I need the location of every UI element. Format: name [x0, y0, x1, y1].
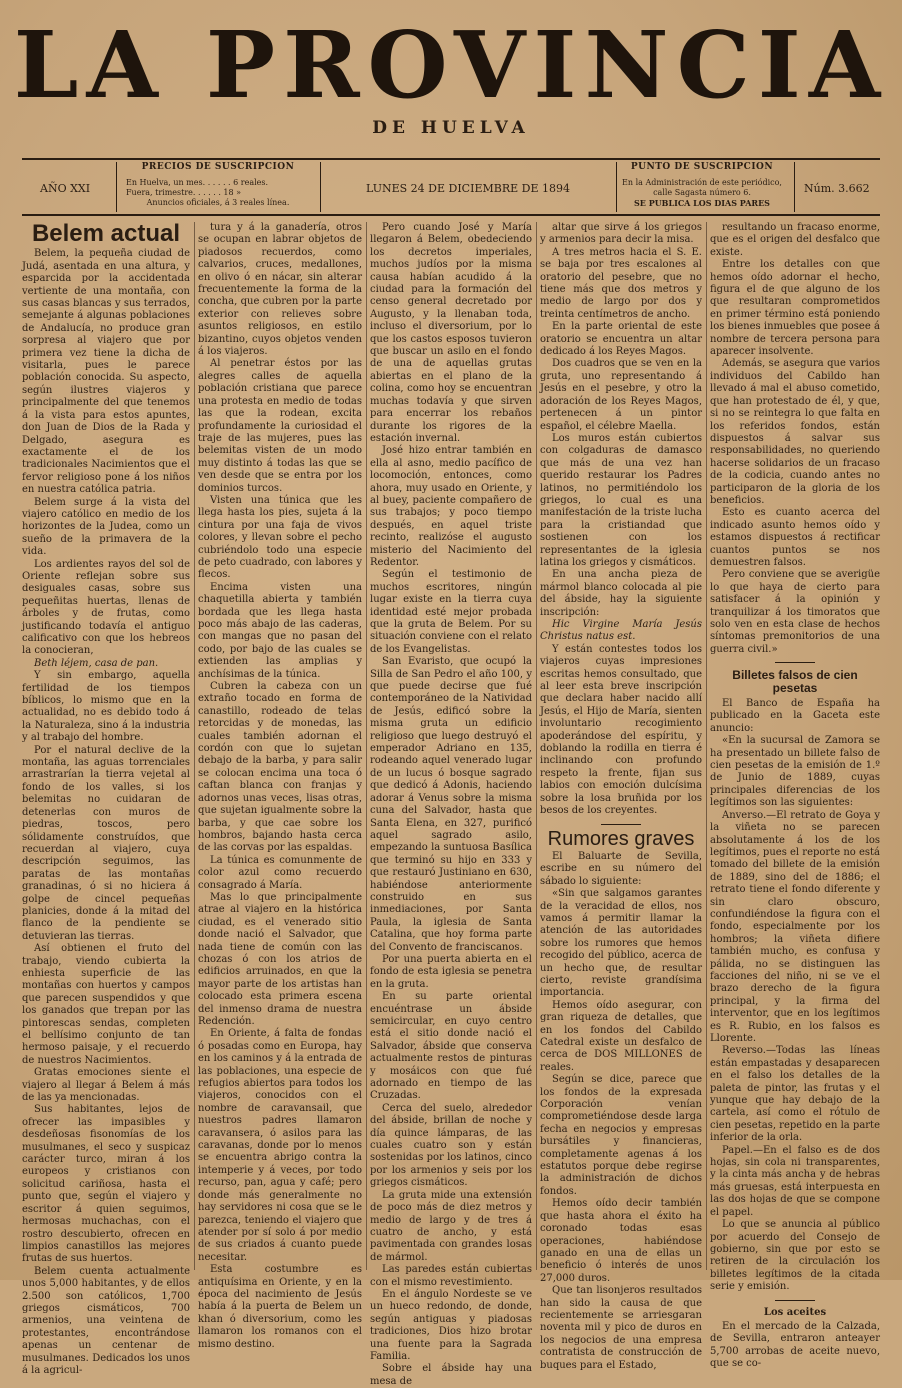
paragraph: Belem, la pequeña ciudad de Judá, asentada en una altura, y esparcida por la accidentada vertiente de una montaña, con sus casas blancas y sus terrados, semejante á algunas poblaciones de Andalucía, no produce gran sorpresa al viajero que por primera vez tiene la dicha de visitarla, pues le parece población conocida. Su aspecto, según ilustres viajeros y principalmente del que tenemos á la vista para estos apuntes, don Juan de Dios de la Rada y Delgado, asegura es exactamente el de los tradicionales Nacimientos que el fervor religioso pone á los niños en nuestra católica patria. [22, 248, 190, 496]
section-rule [601, 824, 641, 825]
paragraph: Los muros están cubiertos con colgaduras de damasco que más de una vez han querido restaurar los Padres latinos, no permitiéndolo los griegos, lo cual es una manifestación de la triste lucha para la cristiandad que sostienen con los representantes de la iglesia latina los griegos y cismáticos. [540, 432, 702, 568]
top-rule [22, 158, 880, 160]
paragraph: Así obtienen el fruto del trabajo, viendo cubierta la enhiesta superficie de las montañas con huertos y campos que parecen suspendidos y que los ganados que trepan por las pintorescas sendas, completen el bellísimo conjunto de tan hermoso paisaje, y el recuerdo de nuestros Nacimientos. [22, 943, 190, 1066]
column-divider [194, 222, 195, 1270]
paragraph: Papel.—En el falso es de dos hojas, sin cola ni transparentes, y la cinta más ancha y de hebras más gruesas, está interpuesta en las dos hojas de que se compone el papel. [710, 1144, 880, 1218]
paragraph: Esta costumbre es antiquísima en Oriente, y en la época del nacimiento de Jesús había á la puerta de Belem un khan ó diversorium, como les llamaron los romanos con el mismo destino. [198, 1264, 362, 1350]
paragraph: «En la sucursal de Zamora se ha presentado un billete falso de cien pesetas de la emisión de 1.º de Junio de 1889, cuyas principales diferencias de los legítimos son las siguientes: [710, 735, 880, 809]
paragraph: Reverso.—Todas las líneas están empastadas y desaparecen en el falso los detalles de la paleta de pintor, las frutas y el yunque que hay debajo de la cartela, así como el rótulo de cien pesetas, repetido en la parte inferior de la orla. [710, 1045, 880, 1144]
article-title-rumores: Rumores graves [547, 827, 695, 850]
paragraph: Los ardientes rayos del sol de Oriente reflejan sobre sus desiguales casas, sobre sus pequeñitas huertas, llenas de árboles y de frutas, como justificando todavía el antiguo calificativo con que los hebreos la conocieran, [22, 558, 190, 657]
paragraph: La gruta mide una extensión de poco más de diez metros y medio de largo y de tres á cuatro de ancho, y está pavimentada con grandes losas de mármol. [370, 1189, 532, 1263]
paragraph: tura y á la ganadería, otros se ocupan en labrar objetos de piadosos recuerdos, como calvarios, cruces, medallones, en olivo ó en nácar, sin alterar frecuentemente la forma de la concha, que cubren por la parte exterior con relieves sobre asuntos religiosos, en estilo bizantino, cuyos objetos venden á los viajeros. [198, 222, 362, 358]
info-bottom-rule [22, 214, 880, 216]
paragraph: Según el testimonio de muchos escritores, ningún lugar existe en la tierra cuya identidad esté mejor probada que la gruta de Belem. Por su situación conviene con el relato de los Evangelistas. [370, 569, 532, 655]
column-divider [706, 222, 707, 1270]
info-divider [794, 162, 795, 212]
paragraph: Gratas emociones siente el viajero al llegar á Belem á más de las ya mencionadas. [22, 1067, 190, 1104]
info-divider [320, 162, 321, 212]
prices-line: Anuncios oficiales, á 3 reales línea. [146, 198, 290, 207]
masthead-title: LA PROVINCIA [13, 11, 889, 119]
issue-date: LUNES 24 DE DICIEMBRE DE 1894 [366, 182, 570, 195]
paragraph: Belem surge á la vista del viajero católico en medio de los horizontes de la Judea, como un sueño de la primavera de la vida. [22, 496, 190, 558]
paragraph: Beth léjem, casa de pan. [34, 657, 159, 669]
paragraph: La túnica es comunmente de color azul como recuerdo consagrado á María. [198, 854, 362, 891]
section-rule [775, 662, 815, 663]
paragraph: José hizo entrar también en ella al asno, medio pacífico de locomoción, entonces, como ahora, muy usado en Oriente, y al buey, paciente compañero de sus trabajos; y poco tiempo después, en aquel triste recinto, realizóse el augusto misterio del Nacimiento del Redentor. [370, 445, 532, 568]
year-label: AÑO XXI [40, 182, 91, 195]
column-3 [370, 222, 532, 1387]
info-divider [616, 162, 617, 212]
paragraph: Y sin embargo, aquella fertilidad de los tiempos bíblicos, lo mismo que en la actualidad, no es debido todo á la Naturaleza, sino á la industria y al trabajo del hombre. [22, 670, 190, 744]
subscription-line: calle Sagasta número 6. [653, 188, 751, 197]
paragraph: A tres metros hacia el S. E. se baja por tres escalones al oratorio del pesebre, que no tiene más que dos metros y medio de largo por dos y treinta centímetros de ancho. [540, 246, 702, 320]
paragraph: Pero conviene que se averigüe lo que haya de cierto para satisfacer á la opinión y tranquilizar á los timoratos que solo ven en esta clase de hechos síntomas premonitorios de una guerra civil.» [710, 569, 880, 655]
info-divider [116, 162, 117, 212]
paragraph: Hemos oído decir también que hasta ahora el éxito ha coronado todas esas operaciones, habiéndose ganado en una de ellas un beneficio ó interés de unos 27,000 duros. [540, 1198, 702, 1284]
paragraph: resultando un fracaso enorme, que es el origen del desfalco que existe. [710, 222, 880, 258]
paragraph: Que tan lisonjeros resultados han sido la causa de que recientemente se arriesgaran noventa mil y pico de duros en los negocios de una empresa contratista de construcción de buques para el Estado, [540, 1285, 702, 1371]
paragraph: En Oriente, á falta de fondas ó posadas como en Europa, hay en los caminos y á la entrada de las poblaciones, una especie de refugios abiertos para todos los viajeros, conocidos con el nombre de caravansail, que nuestros padres llamaron caravansera, ó asilos para las caravanas, donde por lo menos se encuentra abrigo contra la intemperie y á veces, por todo recurso, pan, agua y café; pero donde más generalmente no hay servidores ni cosa que se le parezca, teniendo el viajero que atender por sí solo á por medio de sus criados á cuanto puede necesitar. [198, 1028, 362, 1263]
paragraph: Esto es cuanto acerca del indicado asunto hemos oído y estamos dispuestos á rectificar cuantos puntos se nos demuestren falsos. [710, 507, 880, 568]
prices-box [126, 162, 310, 212]
column-divider [366, 222, 367, 1270]
article-title-belem: Belem actual [31, 220, 181, 247]
paragraph: Pero cuando José y María llegaron á Belem, obedeciendo los decretos imperiales, muchos judíos por la misma causa habían acudido á la ciudad para la formación del censo general decretado por Augusto, y la llenaban toda, incluso el diversorium, por lo que los castos esposos tuvieron que buscar un asilo en el fondo de una de aquellas grutas abiertas en el plano de la colina, como hoy se encuentran muchas todavía y que sirven para encerrar los rebaños durante los rigores de la estación invernal. [370, 222, 532, 444]
paragraph: Cubren la cabeza con un extraño tocado en forma de canastillo, rodeado de telas retorcidas y de monedas, las cuales también adornan el cordón con que lo sujetan debajo de la barba, y para salir se colocan encima una toca ó caftan blanca con franjas y adornos unas veces, lisas otras, que sujetan igualmente sobre la barba, y que cae sobre los hombros, bajando hasta cerca de las corvas por las espaldas. [198, 681, 362, 854]
prices-heading: PRECIOS DE SUSCRIPCION [141, 162, 295, 172]
paragraph: Encima visten una chaquetilla abierta y también bordada que les llega hasta poco más abajo de las caderas, con mangas que no pasan del codo, por bajo de las cuales se extienden las amplias y anchísimas de la túnica. [198, 581, 362, 680]
masthead-subtitle: DE HUELVA [372, 118, 530, 138]
prices-line: Fuera, trimestre. . . . . . 18 » [126, 188, 242, 197]
paragraph: Cerca del suelo, alrededor del ábside, brillan de noche y día quince lámparas, de las cuales cuatro son y están sostenidas por los latinos, cinco por los armenios y seis por los griegos cismáticos. [370, 1102, 532, 1189]
paragraph: Entre los detalles con que hemos oído adornar el hecho, figura el de que alguno de los que resultaran comprometidos en primer término está poniendo los bienes inmuebles que posee á nombre de tercera persona para aparecer insolvente. [710, 259, 880, 358]
paragraph: Lo que se anuncia al público por acuerdo del Consejo de gobierno, sin que por esto se retiren de la circulación los billetes legítimos de la citada serie y emisión. [710, 1219, 880, 1293]
paragraph: En su parte oriental encuéntrase un ábside semicircular, en cuyo centro está el sitio donde nació el Salvador, ábside que conserva actualmente restos de pinturas y mosáicos con que fué adornado en tiempo de las Cruzadas. [370, 991, 532, 1102]
paragraph: Al penetrar éstos por las alegres calles de aquella población cristiana que parece una protesta en medio de todas las que la rodean, excita profundamente la curiosidad el traje de las mujeres, pues las belemitas visten de un modo muy distinto á todas las que se ven desde que se entra por los dominios turcos. [198, 358, 362, 494]
section-rule [775, 1300, 815, 1301]
paragraph: Dos cuadros que se ven en la gruta, uno representando á Jesús en el pesebre, y otro la adoración de los Reyes Magos, pertenecen á un pintor español, el célebre Maella. [540, 358, 702, 432]
subscription-box [622, 162, 782, 212]
paragraph: Mas lo que principalmente atrae al viajero en la histórica ciudad, es el venerado sitio donde nació el Salvador, que nada tiene de común con las chozas ó con los atrios de edificios arruinados, en que la mayor parte de los artistas han colocado esta primera escena del inmenso drama de nuestra Redención. [198, 891, 362, 1027]
column-1 [22, 220, 190, 1376]
paragraph: Las paredes están cubiertas con el mismo revestimiento. [370, 1264, 532, 1288]
paragraph: Belem cuenta actualmente unos 5,000 habitantes, y de ellos 2.500 son católicos, 1,700 griegos cismáticos, 700 armenios, una veintena de protestantes, encontrándose apenas un centenar de musulmanes. Dedicados los unos á la agricul- [22, 1265, 190, 1376]
paragraph: Hemos oído asegurar, con gran riqueza de detalles, que en los fondos del Cabildo Catedral existe un desfalco de cerca de DOS MILLONES de reales. [540, 999, 702, 1073]
article-title-billetes: Billetes falsos de cien pesetas [732, 668, 858, 695]
paragraph: Por el natural declive de la montaña, las aguas torrenciales arrastrarían la tierra vejetal al fondo de los valles, si los belemitas no cuidaran de detenerlas con muros de piedras, toscos, pero sólidamente construídos, que recuerdan al viajero, cuya descripción seguimos, las paratas de las montañas granadinas, ó si no hiciera á golpe de cincel pequeñas planicies, donde á la mitad del flanco de la pendiente se detuvieran las tierras. [22, 744, 190, 942]
paragraph: En la parte oriental de este oratorio se encuentra un altar dedicado á los Reyes Magos. [540, 321, 702, 358]
paragraph: Sus habitantes, lejos de ofrecer las impasibles y desdeñosas fisonomías de los musulmanes, el seco y suspicaz carácter turco, miran á los europeos y cristianos con solicitud cariñosa, hasta el punto que, según el viajero y escritor á quien seguimos, hermosas muchachas, con el rostro descubierto, ofrecen en limpios canastillos las mejores frutas de sus huertos. [22, 1104, 190, 1265]
paragraph: Según se dice, parece que los fondos de la expresada Corporación venían comprometiéndose desde larga fecha en negocios y empresas bursátiles y financieras, completamente agenas á los estatutos porque debe regirse la administración de dichos fondos. [540, 1074, 702, 1197]
inscription: Hic Virgine María Jesús Christus natus est. [540, 619, 702, 643]
prices-line: En Huelva, un mes. . . . . . 6 reales. [126, 178, 269, 187]
paragraph: Anverso.—El retrato de Goya y la viñeta no se parecen absolutamente á los de los legítimos, pues el reporte no está tomado del billete de la emisión de 1889, sino del de 1886; el retrato tiene el fondo diferente y sin claro obscuro, confundiéndose la figura con el fondo, especialmente por los hombros; la viñeta difiere también mucho, es confusa y pálida, no se distinguen las facciones del niño, ni se ve el brazo derecho de la figura principal, y la firma del interventor, que en los legítimos es R. Rubio, en los falsos es Llorente. [710, 809, 880, 1044]
paragraph: altar que sirve á los griegos y armenios para decir la misa. [540, 222, 702, 246]
paragraph: San Evaristo, que ocupó la Silla de San Pedro el año 100, y que puede decirse que fué contemporáneo de la Natividad de Jesús, edificó sobre la misma gruta un edificio religioso que luego destruyó el emperador Adriano en 135, rodeando aquel venerado lugar de un lucus ó bosque sagrado que dedicó á Adonis, haciendo adorar á Venus sobre la misma cuna del Salvador, hasta que Santa Elena, en 327, purificó aquel sagrado asilo, empezando la suntuosa Basílica que terminó su hijo en 333 y que restauró Justiniano en 630, habiéndose anteriormente construido en sus inmediaciones, por Santa Paula, la iglesia de Santa Catalina, que hoy forma parte del Convento de franciscanos. [370, 656, 532, 953]
subscription-line: SE PUBLICA LOS DIAS PARES [634, 198, 770, 208]
paragraph: Visten una túnica que les llega hasta los pies, sujeta á la cintura por una faja de vivos colores, y llevan sobre el pecho cubriéndolo todo una especie de peto cuadrado, con labores y flecos. [198, 494, 362, 581]
paragraph: El Baluarte de Sevilla, escribe en su número del sábado lo siguiente: [540, 850, 702, 887]
paragraph: En una ancha pieza de mármol blanco colocada al pie del ábside, hay la siguiente inscripción: [540, 569, 702, 618]
paragraph: Y están contestes todos los viajeros cuyas impresiones escritas hemos consultado, que al leer esta breve inscripción que declara haber nacido allí Jesús, el Hijo de María, sienten involuntario recogimiento apoderándose del espíritu, y doblando la rodilla en tierra é inclinando con profundo respeto la frente, fijan sus labios con emoción dulcísima sobre la losa bruñida por los besos de los creyentes. [540, 643, 702, 817]
paragraph: Además, se asegura que varios individuos del Cabildo han llevado á mal el abuso cometido, que han protestado de él, y que, si no se reintegra lo que falta en los referidos fondos, están dispuestos á salvar sus responsabilidades, no queriendo hacerse solidarios de un fracaso de la codicia, cuando antes no participaron de la gloria de los beneficios. [710, 358, 880, 506]
column-5 [710, 222, 880, 1370]
paragraph: El Banco de España ha publicado en la Gaceta este anuncio: [710, 698, 880, 734]
subscription-heading: PUNTO DE SUSCRIPCION [630, 162, 774, 172]
column-divider [536, 222, 537, 1270]
info-bar [22, 162, 880, 212]
subscription-line: En la Administración de este periódico, [622, 178, 782, 187]
paragraph: En el ángulo Nordeste se ve un hueco redondo, de donde, según antiguas y piadosas tradiciones, Dios hizo brotar una fuente para la Sagrada Familia. [370, 1288, 532, 1362]
article-title-aceites: Los aceites [763, 1306, 827, 1318]
paragraph: «Sin que salgamos garantes de la veracidad de ellos, nos vamos á permitir llamar la atención de las autoridades sobre los rumores que hemos recogido del público, acerca de un hecho que, de resultar cierto, reviste grandísima importancia. [540, 888, 702, 999]
issue-number: Núm. 3.662 [804, 182, 870, 195]
paragraph: Sobre el ábside hay una mesa de [370, 1363, 532, 1387]
column-2 [198, 222, 362, 1350]
paragraph: Por una puerta abierta en el fondo de esta iglesia se penetra en la gruta. [370, 953, 532, 990]
paragraph: En el mercado de la Calzada, de Sevilla, entraron anteayer 5,700 arrobas de aceite nuevo, que se co- [710, 1320, 880, 1370]
column-4 [540, 222, 702, 1371]
